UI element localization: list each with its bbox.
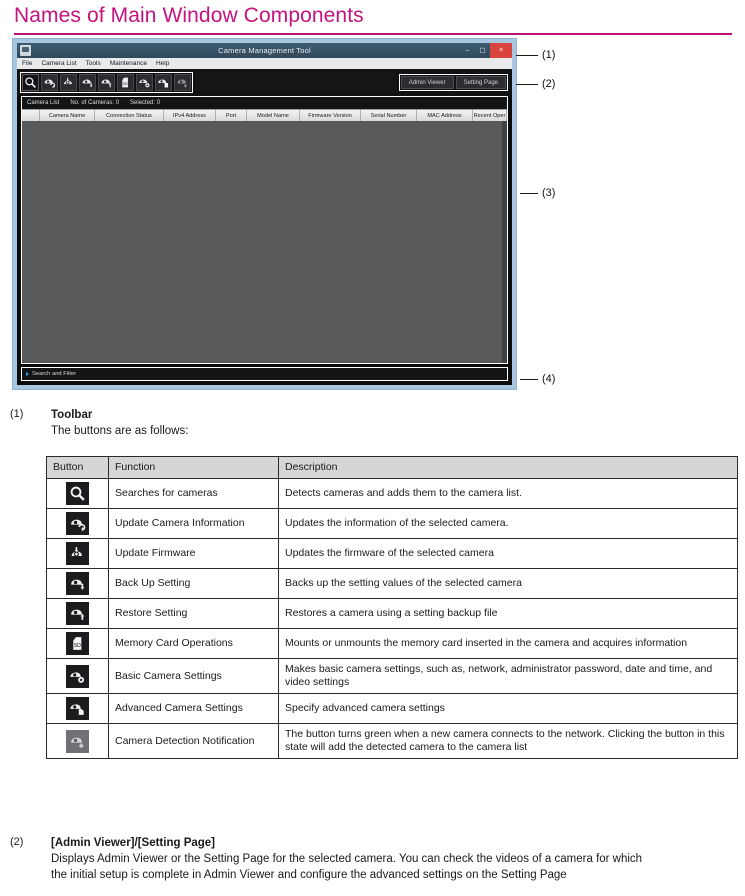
table-row — [47, 539, 738, 569]
camera-list-rows[interactable] — [22, 121, 502, 363]
menu-tools[interactable]: Tools — [85, 60, 101, 67]
column-header-port[interactable]: Port — [216, 110, 247, 121]
table-cell-description: Backs up the setting values of the selected camera — [279, 569, 738, 599]
page-heading — [14, 2, 732, 35]
table-row — [47, 509, 738, 539]
callout-1-leader — [516, 55, 538, 56]
toolbar-row — [17, 69, 512, 96]
basic-camera-settings-icon — [66, 665, 89, 688]
camera-list-scrollbar[interactable] — [502, 121, 507, 363]
section-1-index: (1) — [10, 408, 24, 420]
table-row — [47, 659, 738, 694]
table-row — [47, 629, 738, 659]
camera-management-tool-window — [17, 43, 512, 385]
table-cell-icon — [47, 539, 109, 569]
table-row — [47, 479, 738, 509]
table-cell-function: Advanced Camera Settings — [109, 694, 279, 724]
basic-camera-settings-icon — [138, 76, 151, 89]
update-camera-information-icon — [43, 76, 56, 89]
section-2-index: (2) — [10, 836, 24, 848]
search-camera-icon — [66, 482, 89, 505]
callout-3-leader — [520, 193, 538, 194]
callout-2 — [516, 78, 555, 90]
table-cell-function: Restore Setting — [109, 599, 279, 629]
memory-card-operations-icon — [66, 632, 89, 655]
table-cell-icon — [47, 724, 109, 759]
menu-bar — [17, 58, 512, 69]
table-row — [47, 569, 738, 599]
table-cell-description: Mounts or unmounts the memory card inserted in the camera and acquires information — [279, 629, 738, 659]
menu-camera-list[interactable]: Camera List — [41, 60, 77, 67]
callout-2-leader — [516, 84, 538, 85]
column-header-check[interactable] — [22, 110, 40, 121]
table-header-row — [47, 457, 738, 479]
section-1-subtitle: The buttons are as follows: — [51, 425, 189, 437]
column-header-camera-name[interactable]: Camera Name — [40, 110, 95, 121]
toolbar-search-cameras[interactable] — [22, 74, 39, 91]
camera-detection-notification-icon — [176, 76, 189, 89]
update-camera-information-icon — [66, 512, 89, 535]
search-and-filter-label: Search and Filter — [32, 371, 77, 377]
table-cell-description: Detects cameras and adds them to the camera list. — [279, 479, 738, 509]
callout-3-label: (3) — [542, 187, 556, 199]
callout-2-label: (2) — [542, 78, 556, 90]
toolbar — [20, 72, 193, 93]
table-cell-icon — [47, 694, 109, 724]
column-header-model-name[interactable]: Model Name — [247, 110, 300, 121]
table-cell-icon — [47, 509, 109, 539]
camera-count-label: No. of Cameras: 0 — [70, 100, 120, 106]
window-title: Camera Management Tool — [218, 46, 311, 55]
callout-4-label: (4) — [542, 373, 556, 385]
table-cell-function: Update Camera Information — [109, 509, 279, 539]
search-camera-icon — [24, 76, 37, 89]
table-cell-icon — [47, 659, 109, 694]
table-row — [47, 724, 738, 759]
maximize-button[interactable]: ☐ — [479, 47, 486, 55]
section-2-line2: the initial setup is complete in Admin Viewer and configure the advanced settings on the Setting Page — [51, 869, 567, 881]
memory-card-operations-icon — [119, 76, 132, 89]
table-cell-icon — [47, 629, 109, 659]
toolbar-back-up-setting[interactable] — [79, 74, 96, 91]
table-row — [47, 694, 738, 724]
table-cell-function: Searches for cameras — [109, 479, 279, 509]
toolbar-button-table — [46, 456, 738, 759]
svg-text:SD: SD — [122, 81, 128, 86]
table-cell-description: The button turns green when a new camera connects to the network. Clicking the button in this state will add the detected camera to the camera list — [279, 724, 738, 759]
section-2-line1: Displays Admin Viewer or the Setting Page for the selected camera. You can check the videos of a camera for which — [51, 853, 643, 865]
setting-page-button[interactable]: Setting Page — [456, 76, 506, 89]
toolbar-restore-setting[interactable] — [98, 74, 115, 91]
back-up-setting-icon — [66, 572, 89, 595]
close-button[interactable]: × — [490, 43, 512, 58]
minimize-button[interactable]: – — [465, 47, 470, 54]
table-cell-description: Updates the information of the selected camera. — [279, 509, 738, 539]
table-cell-description: Restores a camera using a setting backup file — [279, 599, 738, 629]
table-cell-icon — [47, 569, 109, 599]
menu-file[interactable]: File — [22, 60, 33, 67]
camera-selected-label: Selected: 0 — [130, 100, 161, 106]
table-header-function: Function — [109, 457, 279, 479]
section-1-title: Toolbar — [51, 409, 93, 421]
callout-3 — [520, 187, 555, 199]
view-button-group — [399, 74, 508, 91]
callout-4 — [520, 373, 555, 385]
advanced-camera-settings-icon — [157, 76, 170, 89]
page-title: Names of Main Window Components — [14, 4, 364, 27]
column-header-firmware-version[interactable]: Firmware Version — [300, 110, 361, 121]
screenshot-figure — [12, 38, 517, 390]
camera-list-column-headers — [22, 109, 507, 121]
heading-rule — [14, 33, 732, 35]
toolbar-camera-detection-notification[interactable] — [174, 74, 191, 91]
admin-viewer-button[interactable]: Admin Viewer — [401, 76, 454, 89]
camera-list-status-bar — [22, 97, 507, 109]
window-title-bar — [17, 43, 512, 58]
search-and-filter-bar[interactable] — [21, 367, 508, 381]
table-cell-function: Camera Detection Notification — [109, 724, 279, 759]
table-header-description: Description — [279, 457, 738, 479]
camera-detection-notification-icon — [66, 730, 89, 753]
toolbar-spacer — [196, 73, 396, 92]
section-1 — [10, 408, 510, 439]
callout-4-leader — [520, 379, 538, 380]
toolbar-update-camera-information[interactable] — [41, 74, 58, 91]
toolbar-update-firmware[interactable] — [60, 74, 77, 91]
toolbar-memory-card-operations[interactable] — [117, 74, 134, 91]
chevron-right-icon — [26, 372, 29, 376]
section-2 — [10, 836, 740, 883]
table-cell-function: Basic Camera Settings — [109, 659, 279, 694]
table-cell-description: Specify advanced camera settings — [279, 694, 738, 724]
table-header-button: Button — [47, 457, 109, 479]
table-cell-icon — [47, 479, 109, 509]
back-up-setting-icon — [81, 76, 94, 89]
svg-text:SD: SD — [73, 642, 81, 649]
toolbar-basic-camera-settings[interactable] — [136, 74, 153, 91]
table-row — [47, 599, 738, 629]
restore-setting-icon — [66, 602, 89, 625]
table-cell-function: Back Up Setting — [109, 569, 279, 599]
advanced-camera-settings-icon — [66, 697, 89, 720]
column-header-ipv4-address[interactable]: IPv4 Address — [164, 110, 216, 121]
table-cell-function: Update Firmware — [109, 539, 279, 569]
column-header-recent-operation[interactable]: Recent Oper — [473, 110, 507, 121]
table-cell-icon — [47, 599, 109, 629]
table-cell-function: Memory Card Operations — [109, 629, 279, 659]
update-firmware-icon — [62, 76, 75, 89]
menu-maintenance[interactable]: Maintenance — [109, 60, 147, 67]
camera-list-panel — [21, 96, 508, 364]
table-cell-description: Updates the firmware of the selected camera — [279, 539, 738, 569]
toolbar-advanced-camera-settings[interactable] — [155, 74, 172, 91]
restore-setting-icon — [100, 76, 113, 89]
column-header-mac-address[interactable]: MAC Address — [417, 110, 473, 121]
column-header-serial-number[interactable]: Serial Number — [361, 110, 417, 121]
camera-list-title: Camera List — [27, 100, 60, 106]
callout-1-label: (1) — [542, 49, 556, 61]
section-2-title: [Admin Viewer]/[Setting Page] — [51, 837, 216, 849]
column-header-connection-status[interactable]: Connection Status — [95, 110, 164, 121]
update-firmware-icon — [66, 542, 89, 565]
callout-1 — [516, 49, 555, 61]
menu-help[interactable]: Help — [155, 60, 170, 67]
table-cell-description: Makes basic camera settings, such as, network, administrator password, date and time, and video settings — [279, 659, 738, 694]
